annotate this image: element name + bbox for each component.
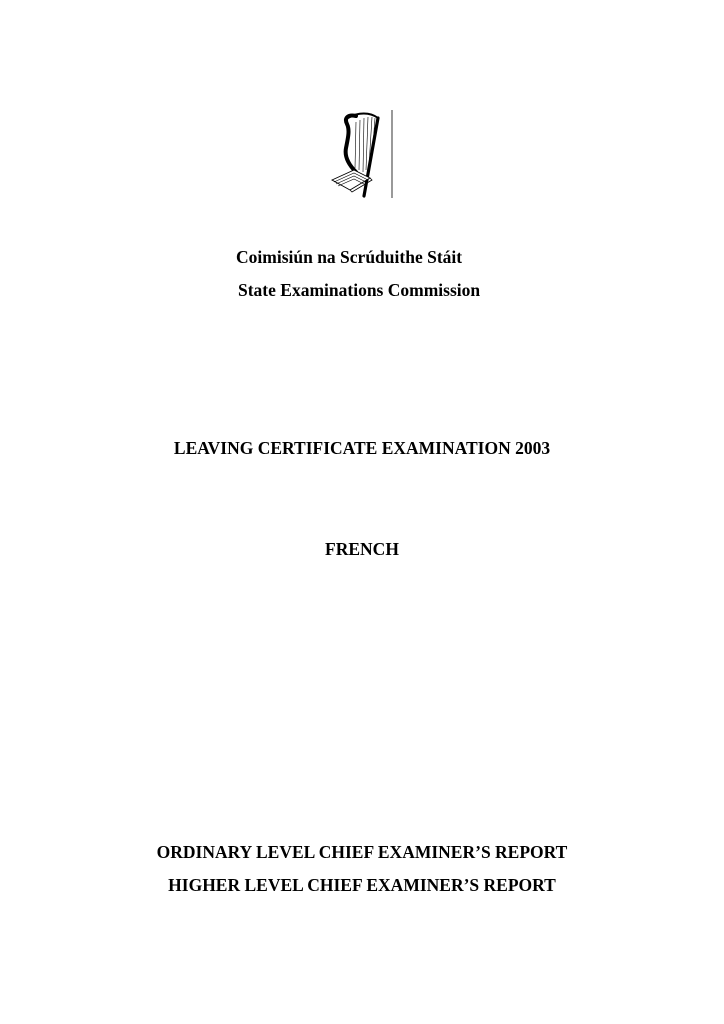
harp-book-logo-icon (326, 108, 396, 200)
report-title-higher: HIGHER LEVEL CHIEF EXAMINER’S REPORT (168, 875, 556, 895)
exam-subject: FRENCH (325, 539, 399, 559)
commission-name-irish: Coimisiún na Scrúduithe Stáit (236, 247, 463, 267)
commission-name-english: State Examinations Commission (238, 280, 481, 300)
report-title-ordinary: ORDINARY LEVEL CHIEF EXAMINER’S REPORT (156, 842, 568, 862)
exam-title: LEAVING CERTIFICATE EXAMINATION 2003 (173, 438, 551, 458)
